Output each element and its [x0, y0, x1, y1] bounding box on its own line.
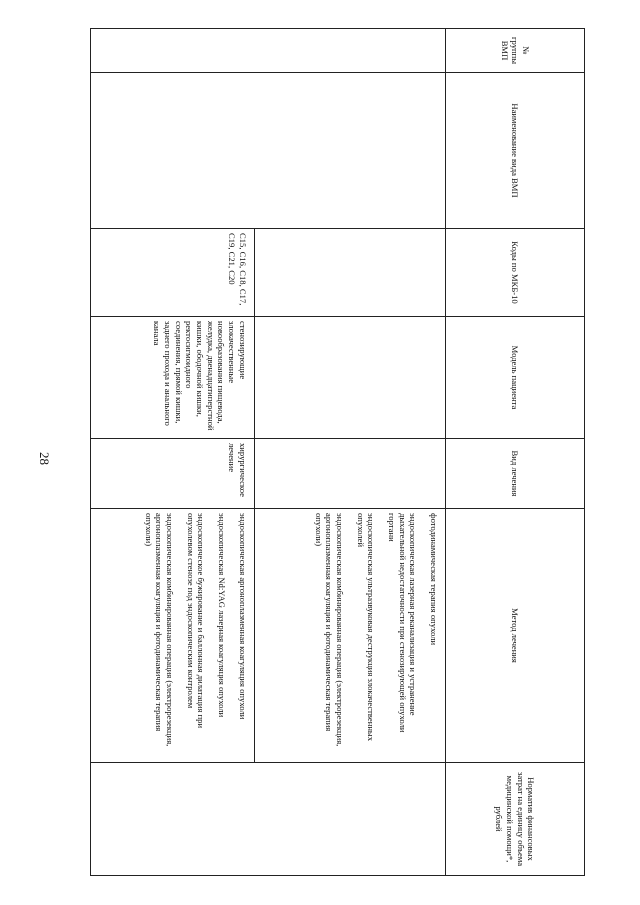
cell-method	[91, 509, 255, 763]
table-container	[90, 28, 585, 875]
cell-group-no	[91, 29, 446, 73]
cell-codes: C15, C16, C18, C17, C19, C21, C20	[91, 229, 255, 317]
cell-rate	[91, 763, 446, 876]
cell-kind	[254, 439, 445, 509]
vmp-table	[90, 28, 585, 876]
cell-model: стенозирующие злокачественные новообразования пищевода, желудка, двенадцатиперстной кишки, ободочной кишки, ректосигмоидного соединения, прямой кишки, заднего прохода и анального канала	[91, 317, 255, 439]
method-item: эндоскопическая ультразвуковая деструкция злокачественных опухолей	[355, 513, 377, 742]
header-model: Модель пациента	[446, 317, 585, 439]
method-item: фотодинамическая терапия опухоли	[429, 513, 439, 646]
method-item: эндоскопическая Nd:YAG лазерная коагуляция опухоли	[216, 513, 227, 718]
table-row	[254, 29, 445, 876]
method-item: эндоскопическая комбинированная операция (электрорезекция, аргоноплазменная коагуляция и фотодинамическая терапия опухоли)	[313, 513, 346, 747]
cell-method	[254, 509, 445, 763]
cell-codes	[254, 229, 445, 317]
header-kind: Вид лечения	[446, 439, 585, 509]
method-item: эндоскопическая лазерная реканализация и устранение дыхательной недостаточности при стенозирующей опухоли гортани	[387, 513, 419, 733]
table-header-row	[446, 29, 585, 876]
header-group-no: № группы ВМП	[446, 29, 585, 73]
page-number: 28	[37, 452, 52, 465]
method-item: эндоскопическая комбинированная операция (электрорезекция, аргоноплазменная коагуляция и фотодинамическая терапия опухоли)	[143, 513, 175, 747]
method-item: эндоскопическая аргоноплазменная коагуляция опухоли	[237, 513, 248, 720]
cell-name	[91, 73, 446, 229]
header-method: Метод лечения	[446, 509, 585, 763]
method-item: эндоскопическое бужирование и баллонная дилатация при опухолевом стенозе под эндоскопическим контролем	[185, 513, 207, 729]
cell-model	[254, 317, 445, 439]
header-codes: Коды по МКБ-10	[446, 229, 585, 317]
cell-kind: хирургическое лечение	[91, 439, 255, 509]
header-name: Наименование вида ВМП	[446, 73, 585, 229]
header-rate: Норматив финансовых затрат на единицу объема медицинской помощи*, рублей	[446, 763, 585, 876]
